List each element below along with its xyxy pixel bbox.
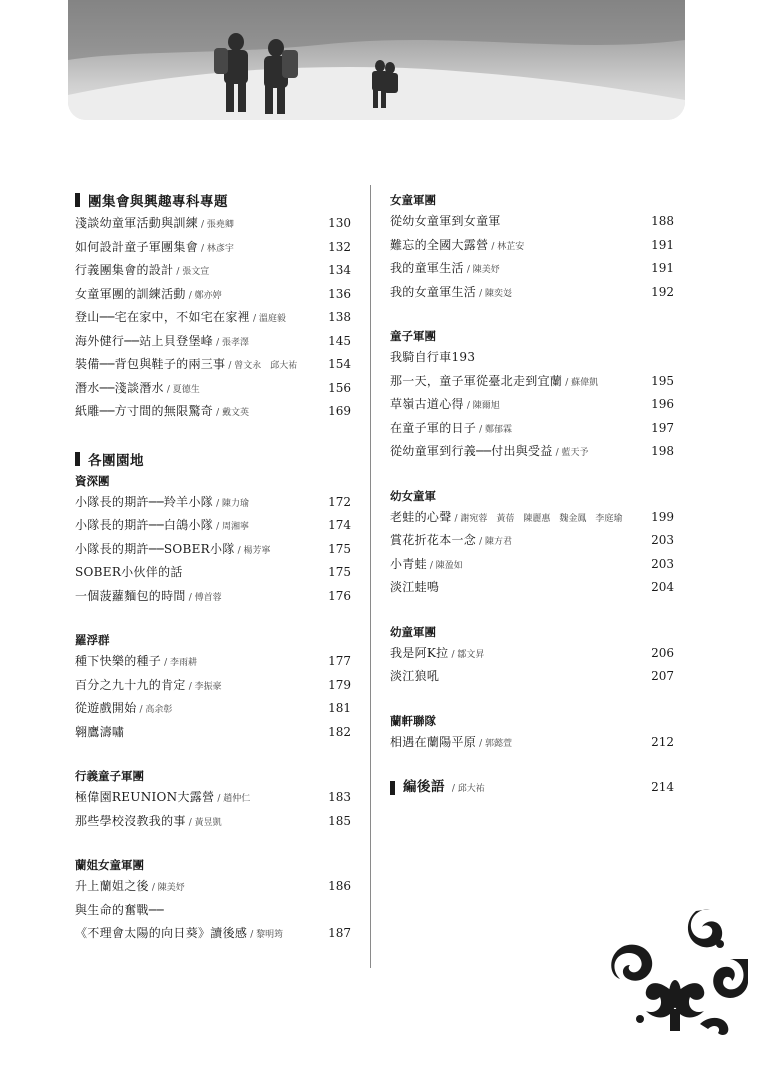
section-marker-icon	[75, 452, 80, 466]
entry-title: 登山──宅在家中，不如宅在家裡	[75, 310, 250, 324]
ornament-icon	[600, 899, 750, 1039]
entry-title: 行義團集會的設計	[75, 263, 174, 277]
entry-author: / 高余彰	[139, 705, 173, 715]
group-title: 女童軍團	[390, 193, 436, 207]
entry-title: 小隊長的期許──白鴿小隊	[75, 518, 214, 532]
entry-page: 212	[651, 734, 674, 749]
toc-entry[interactable]	[390, 529, 678, 553]
entry-title: 賞花折花本一念	[390, 533, 477, 547]
section-title: 各團園地	[88, 452, 144, 469]
entry-title: 裝備──背包與鞋子的兩三事	[75, 357, 226, 371]
entry-author: / 張堯卿	[201, 220, 234, 230]
entry-author: / 陳美妤	[151, 883, 185, 893]
entry-page: 174	[328, 518, 351, 532]
entry-author: / 黃昱凱	[188, 817, 222, 828]
group-title: 蘭姐女童軍團	[75, 858, 144, 872]
toc-entry[interactable]	[75, 875, 355, 899]
toc-entry[interactable]	[75, 538, 355, 562]
entry-title: SOBER小伙伴的話	[75, 565, 183, 579]
entry-title: 難忘的全國大露營	[390, 237, 489, 252]
entry-title: 那一天，童子軍從臺北走到宜蘭	[390, 373, 563, 388]
toc-entry[interactable]	[75, 377, 355, 401]
entry-title: 那些學校沒教我的事	[75, 813, 186, 828]
entry-title: 我是阿K拉	[390, 645, 449, 660]
entry-title: 老蛙的心聲	[390, 509, 452, 524]
entry-title: 女童軍團的訓練活動	[75, 286, 186, 301]
toc-entry[interactable]	[390, 417, 678, 441]
toc-entry[interactable]	[390, 370, 678, 394]
entry-author: / 李振豪	[188, 681, 222, 692]
entry-author: / 陳方君	[479, 537, 513, 547]
entry-page: 196	[651, 397, 674, 411]
toc-right-column	[390, 190, 678, 800]
entry-title: 淺談幼童軍活動與訓練	[75, 216, 199, 230]
entry-page: 183	[328, 790, 351, 804]
entry-title: 從幼童軍到行義──付出與受益	[390, 444, 553, 458]
entry-page: 207	[651, 669, 674, 683]
entry-author: / 林芷安	[491, 241, 525, 252]
entry-page: 182	[328, 724, 351, 739]
entry-author: / 謝宛蓉 黃蓓 陳麗惠 魏金鳳 李庭瑜	[454, 513, 623, 524]
entry-page: 206	[651, 645, 674, 660]
entry-page: 175	[328, 565, 351, 579]
entry-author: / 林彥宇	[201, 243, 234, 254]
entry-title: 相遇在蘭陽平原	[390, 734, 477, 749]
toc-entry[interactable]	[75, 353, 355, 377]
toc-entry[interactable]	[75, 283, 355, 307]
entry-page: 130	[328, 216, 351, 230]
entry-author: / 邱大祐	[451, 784, 485, 794]
entry-page: 191	[651, 237, 674, 252]
entry-page: 145	[328, 333, 351, 348]
entry-page: 192	[651, 284, 674, 299]
toc-entry[interactable]	[75, 786, 355, 810]
entry-page: 177	[328, 654, 351, 668]
entry-author: / 黎明筠	[250, 930, 284, 940]
toc-entry[interactable]	[390, 234, 678, 258]
entry-author: / 蘇偉凱	[565, 377, 599, 388]
entry-author: / 鄒文昇	[451, 649, 485, 660]
toc-entry[interactable]	[390, 281, 678, 305]
toc-entry[interactable]	[75, 922, 355, 946]
entry-page: 199	[651, 509, 674, 524]
entry-page: 191	[651, 261, 674, 275]
entry-title: 小隊長的期許──SOBER小隊	[75, 541, 235, 556]
entry-title: 我騎自行車193	[390, 350, 476, 364]
entry-page: 185	[328, 813, 351, 828]
toc-entry[interactable]	[390, 346, 678, 370]
entry-page: 203	[651, 533, 674, 547]
entry-author: / 陳奕彣	[479, 288, 513, 299]
entry-title: 翱鷹濤嘯	[75, 724, 125, 739]
entry-page: 175	[328, 541, 351, 556]
entry-title: 百分之九十九的肯定	[75, 677, 186, 692]
entry-author: / 鄭郁霖	[479, 424, 513, 435]
entry-page: 134	[328, 263, 351, 277]
toc-entry[interactable]	[75, 491, 355, 515]
entry-page: 188	[651, 214, 674, 228]
toc-entry[interactable]	[75, 899, 355, 923]
entry-title: 紙雕──方寸間的無限驚奇	[75, 404, 214, 418]
toc-entry[interactable]	[390, 393, 678, 417]
entry-author: / 趙仲仁	[217, 794, 251, 804]
entry-page: 179	[328, 677, 351, 692]
entry-title: 小隊長的期許──羚羊小隊	[75, 494, 214, 509]
entry-page: 186	[328, 879, 351, 893]
entry-author: / 曾文永 邱大祐	[228, 361, 298, 371]
group-title: 羅浮群	[75, 633, 110, 647]
entry-title: 從遊戲開始	[75, 701, 137, 715]
toc-left-column	[75, 190, 355, 946]
section-heading	[75, 449, 355, 469]
entry-author: / 周湘寧	[216, 522, 249, 532]
entry-title: 在童子軍的日子	[390, 420, 477, 435]
toc-entry[interactable]	[75, 236, 355, 260]
toc-entry[interactable]	[75, 306, 355, 330]
entry-page: 169	[328, 404, 351, 418]
entry-title: 極偉園REUNION大露營	[75, 790, 215, 804]
toc-entry[interactable]	[75, 330, 355, 354]
entry-author: / 鄭亦婷	[188, 290, 222, 301]
toc-entry[interactable]	[75, 561, 355, 585]
section-title: 團集會與興趣專科專題	[88, 194, 228, 210]
toc-entry[interactable]	[390, 210, 678, 234]
toc-entry[interactable]	[390, 440, 678, 464]
toc-entry[interactable]	[390, 553, 678, 577]
entry-title: 一個菠蘿麵包的時間	[75, 588, 186, 603]
entry-author: / 溫庭毅	[252, 314, 286, 324]
section-marker-icon	[390, 781, 395, 795]
entry-title: 我的女童軍生活	[390, 284, 477, 299]
group-title: 行義童子軍團	[75, 769, 144, 783]
group-title: 資深團	[75, 473, 110, 488]
hikers-illustration	[68, 0, 685, 120]
entry-page: 181	[328, 701, 351, 715]
entry-title: 潛水──淺談潛水	[75, 380, 164, 395]
entry-title: 草嶺古道心得	[390, 397, 464, 411]
entry-title: 淡江蛙鳴	[390, 580, 440, 594]
toc-entry[interactable]	[390, 731, 678, 755]
entry-title: 種下快樂的種子	[75, 654, 162, 668]
toc-entry[interactable]	[75, 585, 355, 609]
toc-entry[interactable]	[75, 514, 355, 538]
entry-author: / 戴文英	[216, 408, 249, 418]
entry-title: 從幼女童軍到女童軍	[390, 214, 501, 228]
toc-entry[interactable]	[390, 776, 678, 800]
entry-author: / 陳盈如	[429, 560, 463, 571]
toc-entry[interactable]	[75, 697, 355, 721]
group-title: 童子軍團	[390, 329, 436, 343]
toc-entry[interactable]	[390, 665, 678, 689]
toc-entry[interactable]	[75, 400, 355, 424]
entry-author: / 陳力瑜	[216, 498, 249, 509]
entry-page: 156	[328, 380, 351, 395]
toc-entry[interactable]	[75, 721, 355, 745]
entry-title: 與生命的奮戰──	[75, 902, 164, 917]
entry-page: 198	[651, 444, 674, 458]
toc-entry[interactable]	[390, 642, 678, 666]
entry-title: 如何設計童子軍團集會	[75, 239, 199, 254]
column-divider	[370, 185, 371, 968]
entry-page: 132	[328, 239, 351, 254]
entry-author: / 陳美妤	[466, 265, 500, 275]
toc-entry[interactable]	[75, 674, 355, 698]
group-title: 幼童軍團	[390, 624, 436, 639]
entry-page: 172	[328, 494, 351, 509]
toc-entry[interactable]	[390, 506, 678, 530]
entry-author: / 傅首蓉	[188, 592, 222, 603]
entry-author: / 藍天予	[555, 448, 589, 458]
entry-title: 海外健行──站上貝登堡峰	[75, 333, 214, 348]
toc-entry[interactable]	[75, 650, 355, 674]
entry-page: 195	[651, 373, 674, 388]
header-photo-banner	[68, 0, 685, 120]
entry-page: 203	[651, 556, 674, 571]
group-title: 幼女童軍	[390, 488, 436, 503]
entry-page: 154	[328, 357, 351, 371]
entry-author: / 夏德生	[166, 384, 200, 395]
entry-title: 升上蘭姐之後	[75, 879, 149, 893]
entry-page: 214	[651, 780, 674, 794]
toc-entry[interactable]	[75, 212, 355, 236]
entry-title: 《不理會太陽的向日葵》讀後感	[75, 926, 248, 940]
entry-title: 我的童軍生活	[390, 261, 464, 275]
section-heading	[75, 190, 355, 210]
toc-entry[interactable]	[75, 810, 355, 834]
entry-author: / 張孝澤	[216, 337, 249, 348]
entry-page: 197	[651, 420, 674, 435]
group-title: 蘭軒聯隊	[390, 713, 436, 728]
entry-page: 187	[328, 926, 351, 940]
section-title: 編後語	[403, 779, 445, 795]
entry-page: 176	[328, 588, 351, 603]
entry-author: / 張文宣	[176, 267, 210, 277]
toc-entry[interactable]	[390, 257, 678, 281]
entry-author: / 李雨耕	[164, 658, 198, 668]
entry-author: / 陳爾旭	[466, 401, 500, 411]
entry-author: / 郭懿萱	[479, 738, 513, 749]
entry-page: 136	[328, 286, 351, 301]
toc-entry[interactable]	[75, 259, 355, 283]
section-heading	[390, 776, 445, 800]
entry-author: / 楊芳寧	[237, 545, 271, 556]
toc-entry[interactable]	[390, 576, 678, 600]
entry-title: 淡江狼吼	[390, 669, 440, 683]
entry-page: 204	[651, 580, 674, 594]
entry-page: 138	[328, 310, 351, 324]
entry-title: 小青蛙	[390, 556, 427, 571]
section-marker-icon	[75, 193, 80, 207]
